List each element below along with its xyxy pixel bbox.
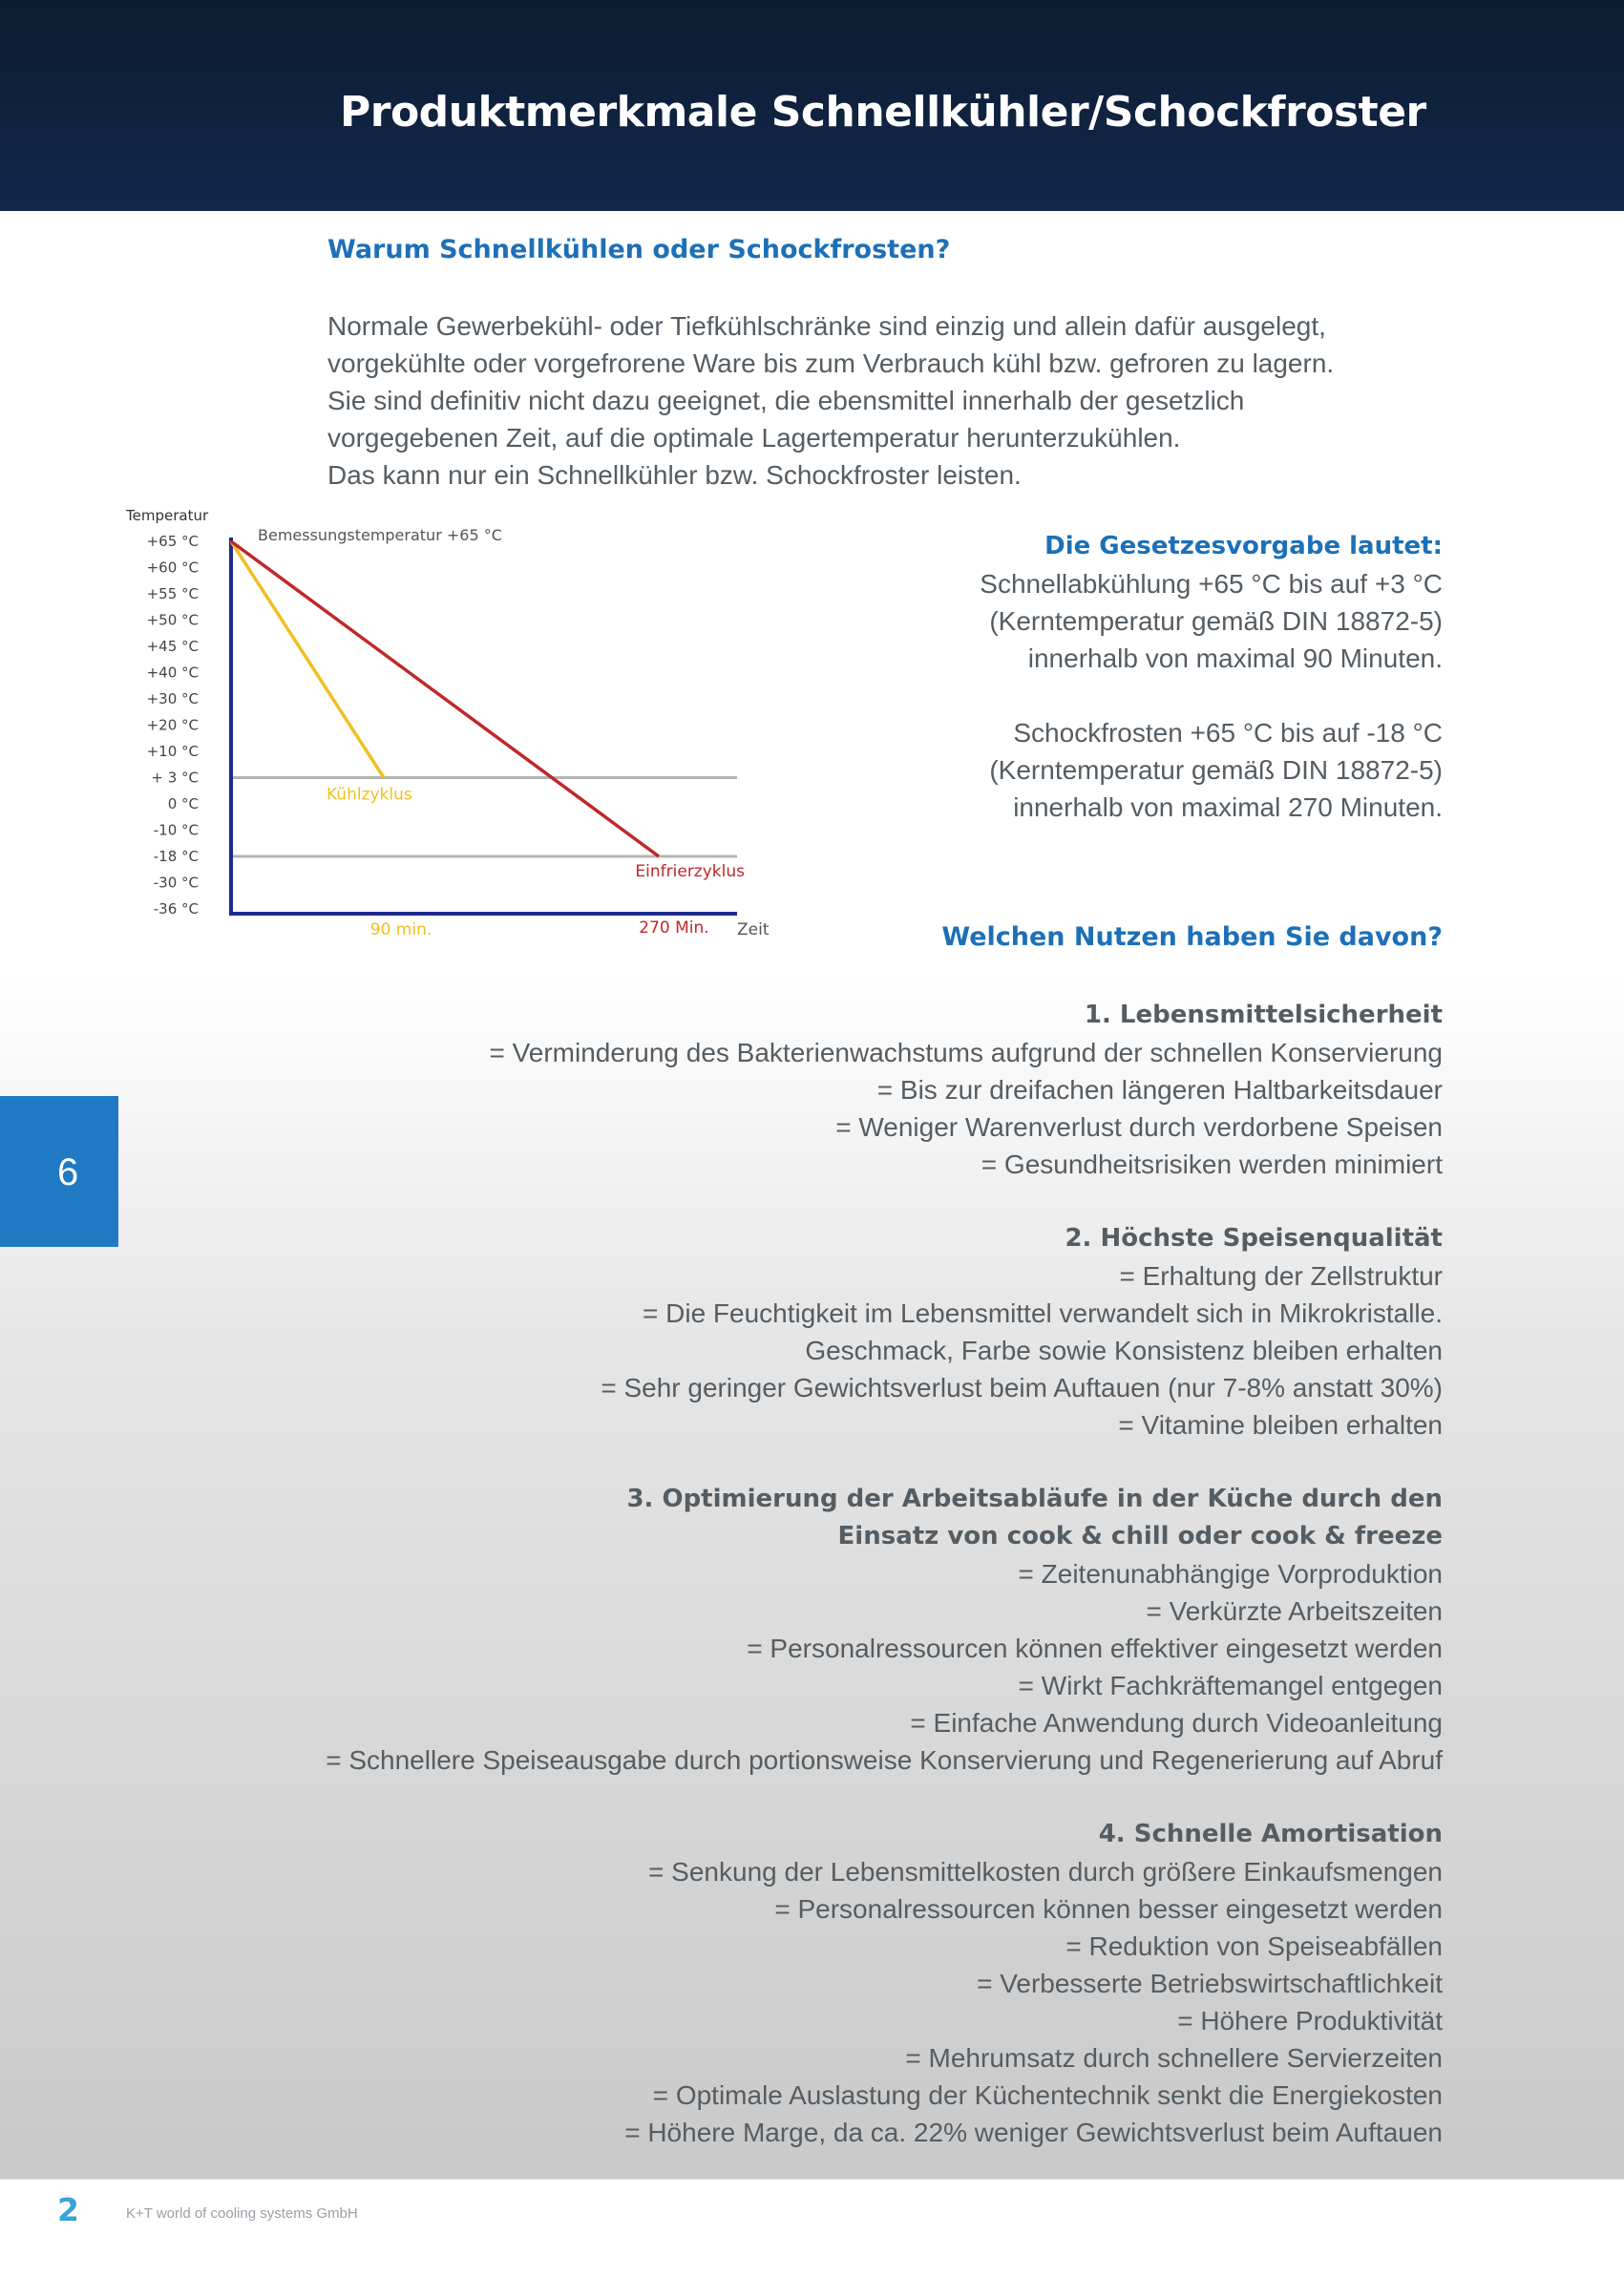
y-tick-label: +55 °C: [146, 585, 199, 602]
benefit-item: = Bis zur dreifachen längeren Haltbarkeitsdauer: [876, 1075, 1443, 1105]
benefit-item: = Schnellere Speiseausgabe durch portionsweise Konservierung und Regenerierung auf Abruf: [326, 1745, 1443, 1775]
benefit-item: = Gesundheitsrisiken werden minimiert: [981, 1150, 1443, 1179]
benefit-section-title: 3. Optimierung der Arbeitsabläufe in der Küche durch den: [626, 1485, 1443, 1513]
law-line: Schnellabkühlung +65 °C bis auf +3 °C: [980, 569, 1443, 599]
y-tick-label: -30 °C: [153, 874, 199, 892]
series-label-kuehlzyklus: Kühlzyklus: [327, 785, 412, 805]
y-tick-label: +45 °C: [146, 638, 199, 655]
benefit-item: = Mehrumsatz durch schnellere Servierzeiten: [905, 2043, 1443, 2073]
y-tick-label: +30 °C: [146, 690, 199, 707]
page-number: 2: [57, 2191, 79, 2228]
benefit-item: = Reduktion von Speiseabfällen: [1065, 1931, 1443, 1961]
intro-line: Sie sind definitiv nicht dazu geeignet, die ebensmittel innerhalb der gesetzlich: [327, 386, 1245, 415]
page-title: Produktmerkmale Schnellkühler/Schockfroster: [340, 88, 1426, 137]
chapter-number: 6: [57, 1151, 79, 1193]
benefit-item: = Vitamine bleiben erhalten: [1118, 1410, 1443, 1440]
benefit-item: = Sehr geringer Gewichtsverlust beim Auftauen (nur 7-8% anstatt 30%): [601, 1373, 1443, 1403]
benefit-item: = Zeitenunabhängige Vorproduktion: [1018, 1559, 1443, 1589]
temperature-chart: [115, 501, 783, 950]
benefit-section: [106, 1220, 1443, 1444]
benefit-item: = Senkung der Lebensmittelkosten durch größere Einkaufsmengen: [648, 1857, 1443, 1887]
benefit-item: Geschmack, Farbe sowie Konsistenz bleiben erhalten: [805, 1336, 1443, 1365]
benefit-item: = Erhaltung der Zellstruktur: [1119, 1261, 1443, 1291]
benefit-item: = Wirkt Fachkräftemangel entgegen: [1018, 1671, 1443, 1700]
y-tick-label: +60 °C: [146, 559, 199, 577]
benefit-item: = Personalressourcen können besser eingesetzt werden: [774, 1894, 1443, 1924]
benefit-item: = Verbesserte Betriebswirtschaftlichkeit: [977, 1969, 1443, 1998]
benefit-item: = Verminderung des Bakterienwachstums aufgrund der schnellen Konservierung: [489, 1038, 1443, 1067]
law-line: Schockfrosten +65 °C bis auf -18 °C: [1013, 718, 1443, 748]
intro-paragraph: [327, 307, 1473, 494]
y-tick-label: -36 °C: [153, 900, 199, 918]
benefit-item: = Höhere Marge, da ca. 22% weniger Gewichtsverlust beim Auftauen: [624, 2118, 1443, 2147]
y-tick-label: +40 °C: [146, 664, 199, 682]
y-tick-label: +65 °C: [146, 533, 199, 550]
law-requirements: [774, 528, 1443, 826]
intro-line: vorgekühlte oder vorgefrorene Ware bis zum Verbrauch kühl bzw. gefroren zu lagern.: [327, 348, 1335, 378]
benefit-section: [106, 1481, 1443, 1779]
intro-line: Das kann nur ein Schnellkühler bzw. Schockfroster leisten.: [327, 460, 1022, 490]
intro-heading: Warum Schnellkühlen oder Schockfrosten?: [327, 235, 951, 264]
y-tick-label: 0 °C: [167, 795, 199, 812]
benefit-item: = Einfache Anwendung durch Videoanleitung: [910, 1708, 1443, 1738]
page-header: [0, 0, 1624, 211]
series-line: [231, 541, 384, 778]
law-heading: Die Gesetzesvorgabe lautet:: [1044, 532, 1443, 560]
intro-line: vorgegebenen Zeit, auf die optimale Lagertemperatur herunterzukühlen.: [327, 423, 1181, 453]
benefit-section-title: Einsatz von cook & chill oder cook & freeze: [837, 1522, 1443, 1550]
y-axis-label: Temperatur: [126, 507, 209, 524]
benefit-item: = Verkürzte Arbeitszeiten: [1146, 1596, 1443, 1626]
benefit-section-title: 2. Höchste Speisenqualität: [1065, 1224, 1443, 1253]
benefit-section-title: 4. Schnelle Amortisation: [1098, 1820, 1443, 1848]
chapter-tab: [0, 1096, 118, 1247]
intro-line: Normale Gewerbekühl- oder Tiefkühlschränke sind einzig und allein dafür ausgelegt,: [327, 311, 1326, 341]
benefit-section-title: 1. Lebensmittelsicherheit: [1084, 1001, 1443, 1029]
y-tick-label: + 3 °C: [151, 769, 199, 787]
y-tick-label: +50 °C: [146, 611, 199, 629]
chart-annotation: Bemessungstemperatur +65 °C: [258, 526, 502, 544]
chart-canvas: [115, 501, 783, 950]
benefit-item: = Die Feuchtigkeit im Lebensmittel verwandelt sich in Mikrokristalle.: [643, 1298, 1443, 1328]
law-line: innerhalb von maximal 270 Minuten.: [1013, 792, 1443, 822]
benefit-item: = Weniger Warenverlust durch verdorbene Speisen: [835, 1112, 1443, 1142]
law-line: innerhalb von maximal 90 Minuten.: [1027, 643, 1443, 673]
benefit-section: [106, 1816, 1443, 2151]
series-line: [231, 541, 659, 856]
benefit-item: = Höhere Produktivität: [1177, 2006, 1443, 2035]
benefits-heading: Welchen Nutzen haben Sie davon?: [941, 922, 1443, 952]
law-line: (Kerntemperatur gemäß DIN 18872-5): [989, 755, 1443, 785]
benefit-item: = Personalressourcen können effektiver eingesetzt werden: [747, 1634, 1443, 1663]
y-tick-label: +20 °C: [146, 716, 199, 734]
y-tick-label: -10 °C: [153, 821, 199, 839]
y-tick-label: -18 °C: [153, 848, 199, 865]
benefit-section: [106, 997, 1443, 1183]
series-label-einfrierzyklus: Einfrierzyklus: [635, 862, 745, 881]
benefits-list: [106, 997, 1443, 2188]
footer-company: K+T world of cooling systems GmbH: [126, 2205, 358, 2222]
benefit-item: = Optimale Auslastung der Küchentechnik senkt die Energiekosten: [652, 2080, 1443, 2110]
law-line: (Kerntemperatur gemäß DIN 18872-5): [989, 606, 1443, 636]
x-axis-label: Zeit: [737, 920, 770, 939]
x-tick-label: 90 min.: [369, 920, 432, 939]
x-tick-label: 270 Min.: [639, 918, 709, 938]
y-tick-label: +10 °C: [146, 743, 199, 760]
